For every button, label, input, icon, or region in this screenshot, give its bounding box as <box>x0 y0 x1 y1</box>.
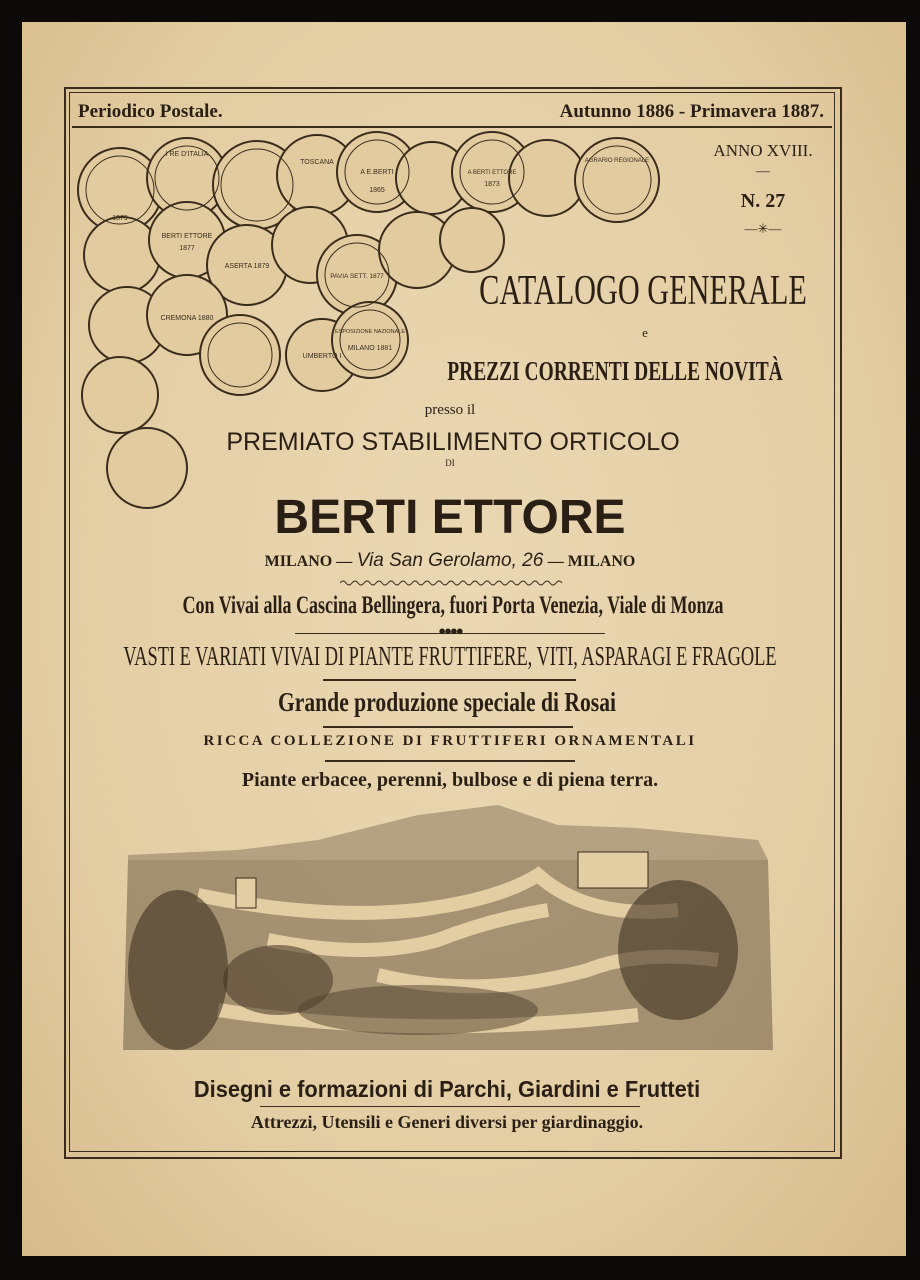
vivai-line: Con Vivai alla Cascina Bellingera, fuori Porta Venezia, Viale di Monza <box>182 592 724 619</box>
issue-number: N. 27 <box>740 190 786 212</box>
medal-inscription: ESPOSIZIONE NAZIONALE <box>335 329 405 335</box>
header-left: Periodico Postale. <box>78 101 223 122</box>
offer-ricca: RICCA COLLEZIONE DI FRUTTIFERI ORNAMENTALI <box>203 733 697 749</box>
medal <box>82 357 158 433</box>
title-stabilimento: PREMIATO STABILIMENTO ORTICOLO <box>226 428 680 456</box>
divider <box>260 1106 640 1107</box>
medal-inscription: MILANO 1881 <box>347 345 393 352</box>
medal-inscription: TOSCANA <box>300 159 334 166</box>
medal-inscription: BERTI ETTORE <box>161 233 213 240</box>
medal-inscription: A BERTI ETTORE <box>467 170 517 176</box>
title-catalogo: CATALOGO GENERALE <box>479 268 807 314</box>
street-address: Via San Gerolamo, 26 <box>356 550 544 571</box>
city-right: — MILANO <box>547 553 636 570</box>
park-landscape-illustration <box>118 800 778 1062</box>
medal <box>440 208 504 272</box>
dots-ornament: ●●●● <box>438 623 462 638</box>
medal-inscription: I RE D'ITALIA <box>165 151 209 158</box>
medal <box>107 428 187 508</box>
footer-disegni: Disegni e formazioni di Parchi, Giardini e Frutteti <box>193 1076 701 1102</box>
offer-rosai: Grande produzione speciale di Rosai <box>277 687 617 717</box>
medal-inscription: UMBERTO I <box>302 353 342 360</box>
star-ornament: —✳— <box>744 221 782 236</box>
medal-inscription: 1877 <box>179 245 195 252</box>
footer-attrezzi: Attrezzi, Utensili e Generi diversi per giardinaggio. <box>250 1112 644 1132</box>
medal-inscription: CREMONA 1880 <box>160 315 214 322</box>
medal-inscription: A E.BERTI <box>360 169 394 176</box>
anno-label: ANNO XVIII. <box>713 141 813 160</box>
divider <box>325 760 575 762</box>
medal-inscription: 1879 <box>112 215 128 222</box>
title-prezzi: PREZZI CORRENTI DELLE NOVITÀ <box>447 356 783 386</box>
address-line <box>265 551 636 570</box>
medal <box>575 138 659 222</box>
title-di: DI <box>445 458 455 468</box>
offer-piante: Piante erbacee, perenni, bulbose e di piena terra. <box>241 769 659 791</box>
header-divider <box>72 126 832 128</box>
offer-vasti: VASTI E VARIATI VIVAI DI PIANTE FRUTTIFERE, VITI, ASPARAGI E FRAGOLE <box>123 641 777 671</box>
header-right: Autunno 1886 - Primavera 1887. <box>559 101 824 122</box>
medal-inscription: PAVIA SETT. 1877 <box>330 273 384 280</box>
medal <box>84 217 160 293</box>
medal-inscription: 1873 <box>484 181 500 188</box>
medal <box>509 140 585 216</box>
anno-dash: — <box>756 164 770 179</box>
company-name: BERTI ETTORE <box>274 491 626 544</box>
title-conj: e <box>642 325 648 340</box>
medal-inscription: AGRARIO REGIONALE <box>584 158 650 164</box>
city-left: MILANO — <box>264 553 353 570</box>
title-presso: presso il <box>424 402 476 418</box>
divider <box>323 679 576 681</box>
medal <box>200 315 280 395</box>
medal-inscription: ASERTA 1879 <box>224 263 270 270</box>
divider <box>323 726 573 728</box>
wave-divider <box>340 578 565 588</box>
medals-illustration <box>72 130 692 530</box>
medal-inscription: 1865 <box>369 187 385 194</box>
